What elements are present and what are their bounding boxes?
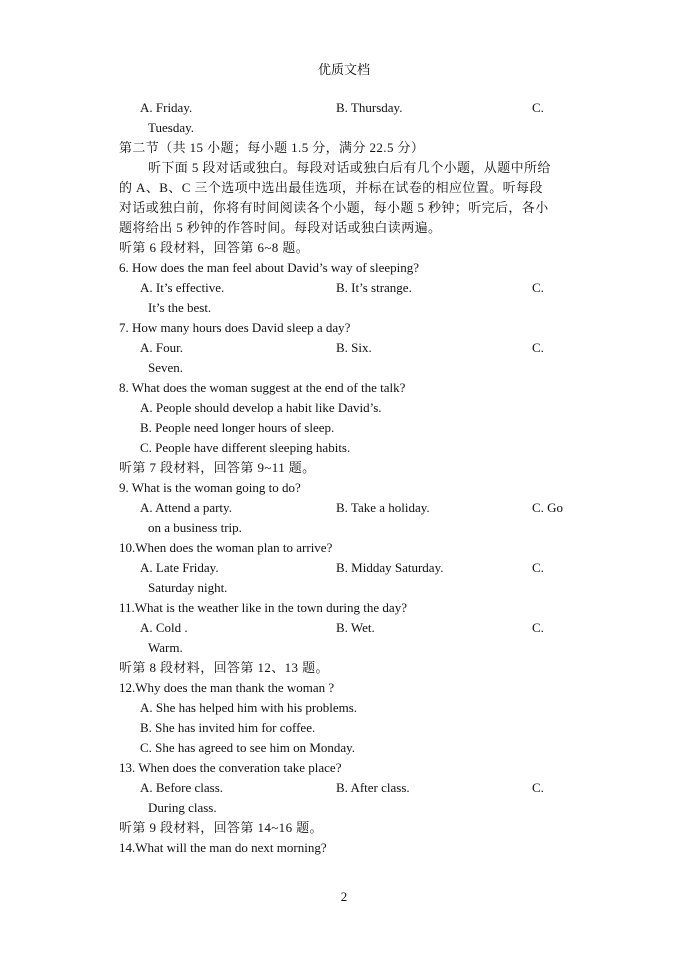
group-heading-8: 听第 8 段材料，回答第 12、13 题。 bbox=[119, 660, 329, 675]
question-9-stem: 9. What is the woman going to do? bbox=[119, 480, 301, 495]
question-9-options bbox=[0, 498, 688, 518]
group-heading-9: 听第 9 段材料，回答第 14~16 题。 bbox=[119, 820, 323, 835]
question-8-stem: 8. What does the woman suggest at the end of the talk? bbox=[119, 380, 406, 395]
option-b: B. After class. bbox=[336, 780, 410, 795]
question-10-stem: 10.When does the woman plan to arrive? bbox=[119, 540, 333, 555]
option-a: A. Attend a party. bbox=[140, 500, 232, 515]
question-14-stem: 14.What will the man do next morning? bbox=[119, 840, 327, 855]
page-number: 2 bbox=[340, 889, 348, 904]
option-c: C. She has agreed to see him on Monday. bbox=[140, 740, 356, 755]
option-a: A. It’s effective. bbox=[140, 280, 225, 295]
option-c-text: on a business trip. bbox=[148, 520, 242, 535]
option-c-text: It’s the best. bbox=[148, 300, 212, 315]
option-c-text: Saturday night. bbox=[148, 580, 228, 595]
question-13-stem: 13. When does the converation take place? bbox=[119, 760, 342, 775]
option-a: A. Friday. bbox=[140, 100, 193, 115]
option-c-text: Warm. bbox=[148, 640, 183, 655]
option-c-letter: C. bbox=[532, 780, 544, 795]
option-a: A. She has helped him with his problems. bbox=[140, 700, 358, 715]
option-b: B. Take a holiday. bbox=[336, 500, 430, 515]
option-a: A. Late Friday. bbox=[140, 560, 219, 575]
option-b: B. She has invited him for coffee. bbox=[140, 720, 316, 735]
option-c-letter: C. bbox=[532, 100, 544, 115]
option-c-letter: C. bbox=[532, 620, 544, 635]
option-b: B. Six. bbox=[336, 340, 372, 355]
option-b: B. People need longer hours of sleep. bbox=[140, 420, 335, 435]
option-c-letter: C. bbox=[532, 280, 544, 295]
instructions-line-4: 题将给出 5 秒钟的作答时间。每段对话或独白读两遍。 bbox=[119, 220, 442, 235]
option-c-text: Tuesday. bbox=[148, 120, 194, 135]
page-header: 优质文档 bbox=[317, 62, 370, 77]
question-10-options bbox=[0, 558, 688, 578]
option-c-text: During class. bbox=[148, 800, 217, 815]
section-heading: 第二节（共 15 小题；每小题 1.5 分，满分 22.5 分） bbox=[119, 140, 425, 155]
option-c: C. People have different sleeping habits. bbox=[140, 440, 351, 455]
group-heading-6: 听第 6 段材料，回答第 6~8 题。 bbox=[119, 240, 310, 255]
question-6-options bbox=[0, 278, 688, 298]
question-7-stem: 7. How many hours does David sleep a day? bbox=[119, 320, 351, 335]
option-b: B. Midday Saturday. bbox=[336, 560, 444, 575]
document-body bbox=[0, 98, 688, 858]
option-c-letter: C. Go bbox=[532, 500, 564, 515]
instructions-line-1: 听下面 5 段对话或独白。每段对话或独白后有几个小题，从题中所给 bbox=[148, 160, 551, 175]
question-11-stem: 11.What is the weather like in the town during the day? bbox=[119, 600, 407, 615]
instructions-line-3: 对话或独白前，你将有时间阅读各个小题，每小题 5 秒钟；听完后，各小 bbox=[119, 200, 549, 215]
option-a: A. People should develop a habit like David’s. bbox=[140, 400, 382, 415]
instructions-line-2: 的 A、B、C 三个选项中选出最佳选项，并标在试卷的相应位置。听每段 bbox=[119, 180, 543, 195]
option-c-letter: C. bbox=[532, 560, 544, 575]
option-b: B. Thursday. bbox=[336, 100, 403, 115]
question-7-options bbox=[0, 338, 688, 358]
option-a: A. Before class. bbox=[140, 780, 224, 795]
question-11-options bbox=[0, 618, 688, 638]
option-c-text: Seven. bbox=[148, 360, 184, 375]
question-13-options bbox=[0, 778, 688, 798]
option-row bbox=[0, 98, 688, 118]
question-12-stem: 12.Why does the man thank the woman ? bbox=[119, 680, 335, 695]
option-a: A. Cold . bbox=[140, 620, 188, 635]
option-b: B. It’s strange. bbox=[336, 280, 412, 295]
question-6-stem: 6. How does the man feel about David’s way of sleeping? bbox=[119, 260, 420, 275]
option-b: B. Wet. bbox=[336, 620, 375, 635]
option-a: A. Four. bbox=[140, 340, 183, 355]
group-heading-7: 听第 7 段材料，回答第 9~11 题。 bbox=[119, 460, 316, 475]
option-c-letter: C. bbox=[532, 340, 544, 355]
